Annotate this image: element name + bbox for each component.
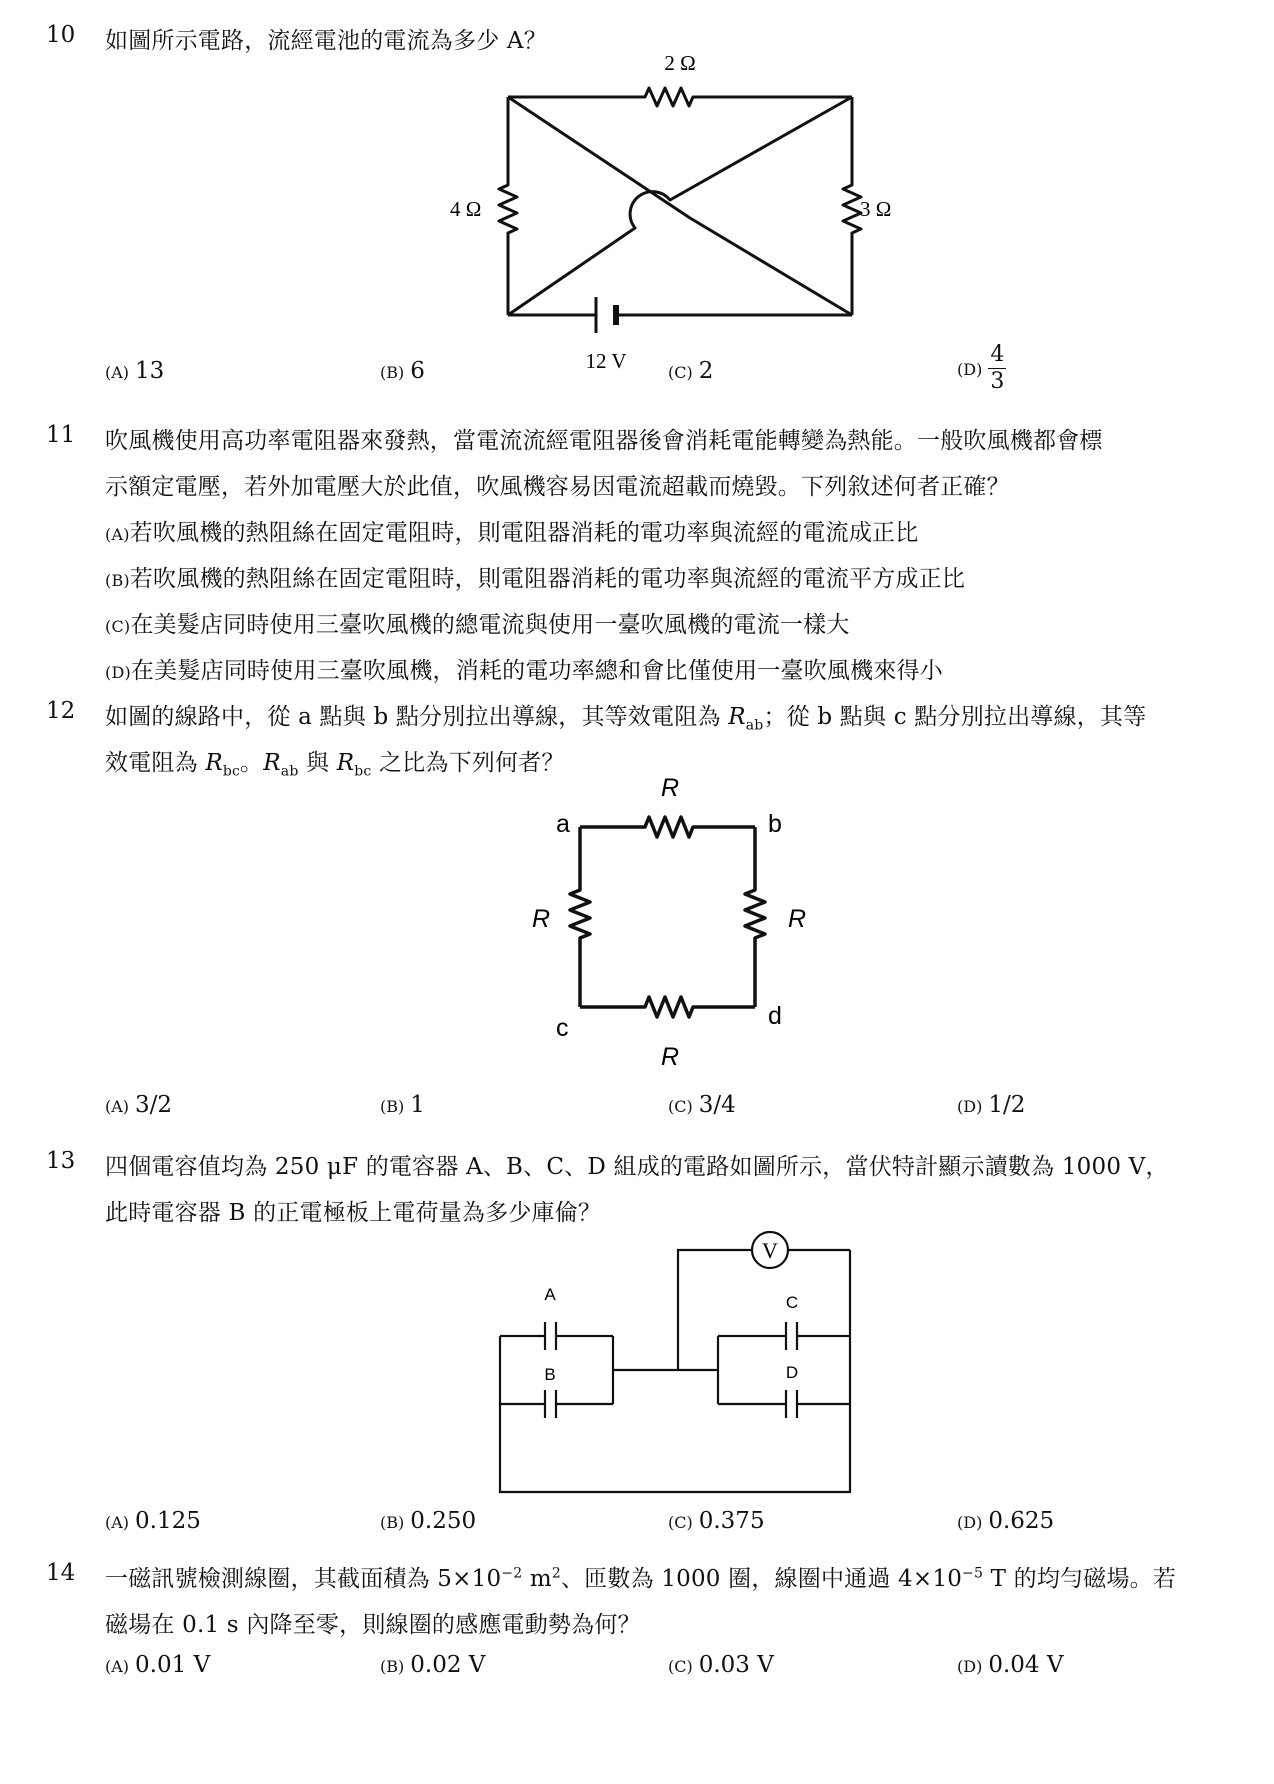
- label-3ohm: 3 Ω: [860, 197, 892, 221]
- question-text-line-2: 效電阻為 $R_{bc}$。$R_{ab}$ 與 $R_{bc}$ 之比為下列何者？: [105, 750, 565, 780]
- node-c: c: [556, 1014, 569, 1042]
- resistor-4ohm: [499, 97, 517, 315]
- square-resistor-diagram-q12: [520, 772, 820, 1072]
- cap-label-a: A: [544, 1285, 556, 1304]
- cap-label-c: C: [785, 1293, 799, 1312]
- question-number: 11: [46, 422, 76, 448]
- option-d[interactable]: (D)在美髮店同時使用三臺吹風機，消耗的電功率總和會比僅使用一臺吹風機來得小: [105, 658, 943, 684]
- resistor-bottom: [580, 997, 755, 1017]
- option-b[interactable]: (B) 0.250: [380, 1508, 477, 1534]
- option-d[interactable]: (D) 0.625: [957, 1508, 1055, 1534]
- option-c[interactable]: (C) 3/4: [668, 1092, 736, 1118]
- label-4ohm: 4 Ω: [450, 197, 482, 221]
- resistor-top: [580, 817, 755, 837]
- label-r-top: R: [660, 774, 680, 802]
- question-text-line-2: 示額定電壓，若外加電壓大於此值，吹風機容易因電流超載而燒毀。下列敘述何者正確？: [105, 474, 1010, 500]
- cap-label-d: D: [785, 1363, 799, 1382]
- label-r-bottom: R: [660, 1043, 680, 1071]
- option-c[interactable]: (C) 2: [668, 358, 714, 384]
- question-number: 12: [46, 698, 76, 724]
- option-c[interactable]: (C) 0.375: [668, 1508, 765, 1534]
- option-a[interactable]: (A)若吹風機的熱阻絲在固定電阻時，則電阻器消耗的電功率與流經的電流成正比: [105, 520, 919, 546]
- question-text-line-1: 如圖的線路中，從 a 點與 b 點分別拉出導線，其等效電阻為 $R_{ab}$；從 b 點與 c 點分別拉出導線，其等: [105, 704, 1147, 734]
- cap-label-b: B: [544, 1365, 556, 1384]
- question-number: 10: [46, 22, 76, 48]
- option-d[interactable]: (D) 0.04 V: [957, 1652, 1064, 1678]
- option-d[interactable]: (D) $\frac{4}{3}$: [957, 342, 1005, 394]
- resistor-left: [570, 827, 590, 1007]
- capacitor-circuit-q13: [490, 1230, 870, 1510]
- option-b[interactable]: (B) 6: [380, 358, 425, 384]
- question-number: 14: [46, 1560, 76, 1586]
- label-2ohm: 2 Ω: [664, 51, 696, 75]
- question-text: 如圖所示電路，流經電池的電流為多少 A？: [105, 28, 547, 54]
- option-c[interactable]: (C) 0.03 V: [668, 1652, 774, 1678]
- node-a: a: [556, 810, 570, 838]
- option-b[interactable]: (B) 1: [380, 1092, 425, 1118]
- option-b[interactable]: (B) 0.02 V: [380, 1652, 486, 1678]
- voltmeter-label: V: [762, 1238, 778, 1263]
- label-r-left: R: [532, 905, 551, 933]
- question-text-line-2: 磁場在 0.1 s 內降至零，則線圈的感應電動勢為何？: [105, 1612, 641, 1638]
- node-d: d: [768, 1002, 782, 1030]
- node-b: b: [768, 810, 782, 838]
- option-d[interactable]: (D) 1/2: [957, 1092, 1026, 1118]
- resistor-3ohm: [843, 97, 861, 315]
- question-text-line-1: 四個電容值均為 250 μF 的電容器 A、B、C、D 組成的電路如圖所示，當伏特計顯示讀數為 1000 V，: [105, 1154, 1169, 1180]
- question-text-line-1: 吹風機使用高功率電阻器來發熱，當電流流經電阻器後會消耗電能轉變為熱能。一般吹風機都會標: [105, 428, 1103, 454]
- option-c[interactable]: (C)在美髮店同時使用三臺吹風機的總電流與使用一臺吹風機的電流一樣大: [105, 612, 850, 638]
- question-text-line-2: 此時電容器 B 的正電極板上電荷量為多少庫倫？: [105, 1200, 602, 1226]
- label-r-right: R: [788, 905, 807, 933]
- option-b[interactable]: (B)若吹風機的熱阻絲在固定電阻時，則電阻器消耗的電功率與流經的電流平方成正比: [105, 566, 966, 592]
- question-text-line-1: 一磁訊號檢測線圈，其截面積為 $5\times 10^{-2}$ $m^2$、匝數為 1000 圈，線圈中通過 $4\times 10^{-5}$ T 的均勻磁場。若: [105, 1565, 1177, 1592]
- resistor-2ohm: [508, 88, 852, 106]
- option-a[interactable]: (A) 0.01 V: [105, 1652, 211, 1678]
- option-a[interactable]: (A) 13: [105, 358, 165, 384]
- circuit-diagram-q10: [440, 50, 892, 380]
- question-number: 13: [46, 1148, 76, 1174]
- option-a[interactable]: (A) 0.125: [105, 1508, 201, 1534]
- option-a[interactable]: (A) 3/2: [105, 1092, 173, 1118]
- resistor-right: [745, 827, 765, 1007]
- label-12v: 12 V: [585, 349, 627, 373]
- fraction: $\frac{4}{3}$: [990, 342, 1005, 394]
